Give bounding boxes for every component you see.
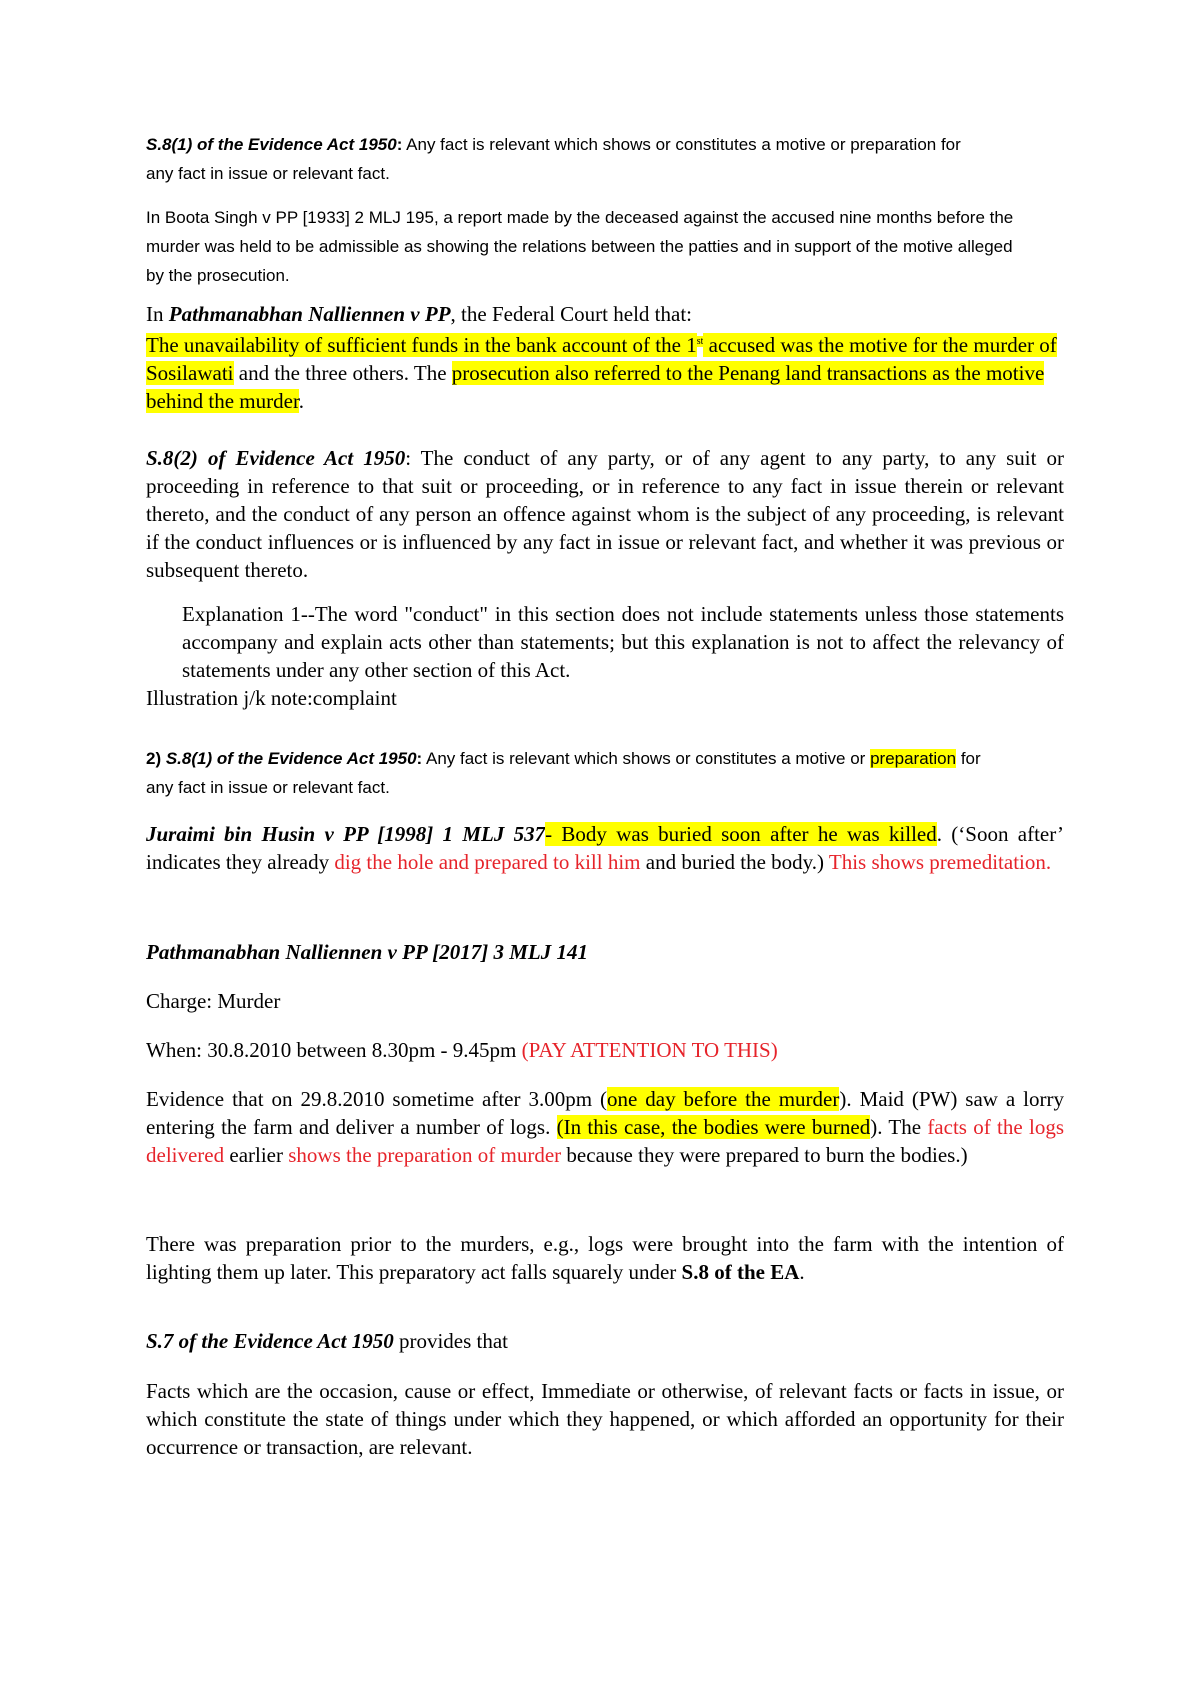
highlighted-text: The unavailability of sufficient funds in the bank account of the 1 [146,333,697,357]
charge-line: Charge: Murder [146,989,281,1013]
statute-text: Any fact is relevant which shows or constitutes a motive or preparation for any fact in issue or relevant fact. [146,135,961,183]
paragraph-s7-heading: S.7 of the Evidence Act 1950 provides that [146,1329,509,1353]
highlighted-text: (In this case, the bodies were burned [556,1115,871,1139]
statute-reference: S.8(1) of the Evidence Act 1950 [146,135,397,154]
paragraph-s8-1: S.8(1) of the Evidence Act 1950: Any fact is relevant which shows or constitutes a motive or preparation for any fact in issue or relevant fact. [146,135,961,183]
red-text: This shows premeditation. [828,850,1052,874]
paragraph-s8-2: S.8(2) of Evidence Act 1950: The conduct of any party, or of any agent to any party, to any suit or proceeding in reference to that suit or proceeding, or in reference to any fact in issue therein or relevant thereto, and the conduct of any person an offence against whom is the subject of any proceeding, is relevant if the conduct influences or is influenced by any fact in issue or relevant fact, and whether it was previous or subsequent thereto. [146,446,1064,582]
statute-reference: S.8(2) of Evidence Act 1950 [146,446,406,470]
illustration-note: Illustration j/k note:complaint [146,686,397,710]
paragraph-pathmanabhan-held: In Pathmanabhan Nalliennen v PP, the Federal Court held that: The unavailability of sufficient funds in the bank account of the 1st accused was the motive for the murder of Sosilawati and the three others. The prosecution also referred to the Penang land transactions as the motive behind the murder. [146,302,1057,413]
case-name: Pathmanabhan Nalliennen v PP [168,302,451,326]
highlighted-text: one day before the murder [606,1087,840,1111]
paragraph-s7-text: Facts which are the occasion, cause or effect, Immediate or otherwise, of relevant facts or facts in issue, or which constitute the state of things under which they happened, or which afforded an opportunity for their occurrence or transaction, are relevant. [146,1379,1064,1459]
case-heading: Pathmanabhan Nalliennen v PP [2017] 3 MLJ 141 [146,940,588,964]
red-text: (PAY ATTENTION TO THIS) [521,1038,778,1062]
statute-reference: S.7 of the Evidence Act 1950 [146,1329,394,1353]
red-text: dig the hole and prepared to kill him [334,850,641,874]
paragraph-s8-1-repeat: 2) S.8(1) of the Evidence Act 1950: Any fact is relevant which shows or constitutes a motive or preparation for any fact in issue or relevant fact. [146,749,981,797]
red-text: facts of the logs delivered [146,1115,1064,1167]
when-line: When: 30.8.2010 between 8.30pm - 9.45pm (PAY ATTENTION TO THIS) [146,1038,778,1062]
paragraph-boota-singh: In Boota Singh v PP [1933] 2 MLJ 195, a report made by the deceased against the accused nine months before the murder was held to be admissible as showing the relations between the patties and in support of the motive alleged by the prosecution. [146,208,1014,285]
explanation-block [146,600,1064,712]
paragraph-preparation: There was preparation prior to the murders, e.g., logs were brought into the farm with the intention of lighting them up later. This preparatory act falls squarely under S.8 of the EA. [146,1232,1064,1284]
red-text: shows the preparation of murder [288,1143,562,1167]
highlighted-text: - Body was buried soon after he was killed [545,822,937,846]
highlighted-text: prosecution also referred to the Penang land transactions as the motive behind the murder [146,361,1045,413]
paragraph-evidence: Evidence that on 29.8.2010 sometime after 3.00pm (one day before the murder). Maid (PW) saw a lorry entering the farm and deliver a number of logs. (In this case, the bodies were burned). The facts of the logs delivered earlier shows the preparation of murder because they were prepared to burn the bodies.) [146,1087,1064,1167]
explanation-text: Explanation 1--The word "conduct" in this section does not include statements unless those statements accompany and explain acts other than statements; but this explanation is not to affect the relevancy of statements under any other section of this Act. [182,602,1064,682]
case-name: Juraimi bin Husin v PP [1998] 1 MLJ 537 [146,822,546,846]
case-citation: In Boota Singh v PP [1933] 2 MLJ 195 [146,208,434,227]
paragraph-juraimi: Juraimi bin Husin v PP [1998] 1 MLJ 537- Body was buried soon after he was killed. (‘Soon after’ indicates they already dig the hole and prepared to kill him and buried the body.) This shows premeditation. [146,822,1064,874]
statute-reference: S.8(1) of the Evidence Act 1950 [165,749,417,768]
highlighted-text: preparation [870,749,957,768]
